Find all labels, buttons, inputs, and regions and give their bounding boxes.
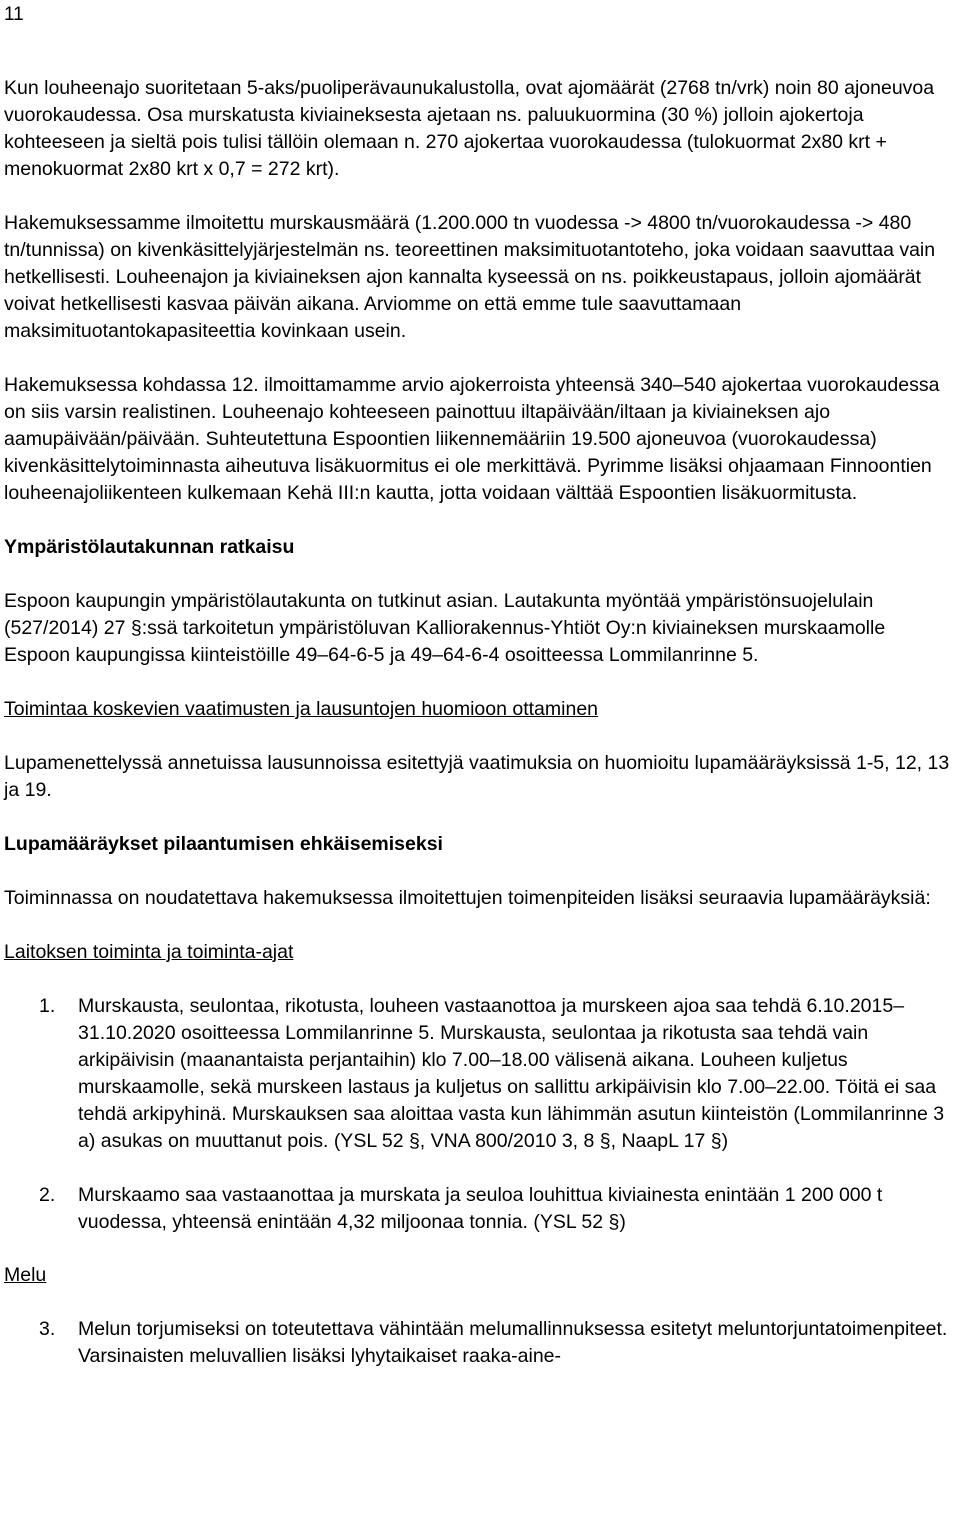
paragraph-murskausmaara: Hakemuksessamme ilmoitettu murskausmäärä (1.200.000 tn vuodessa -> 4800 tn/vuorokaudessa -> 480 tn/tunnissa) on kivenkäsittelyjärjestelmän ns. teoreettinen maksimituotantoteho, joka voidaan saavuttaa vain hetkellisesti. Louheenajon ja kiviaineksen ajon kannalta kyseessä on ns. poikkeustapaus, jolloin ajomäärät voivat hetkellisesti kasvaa päivän aikana. Arviomme on että emme tule saavuttamaan maksimituotantokapasiteettia kovinkaan usein.	[4, 212, 936, 342]
list-item-number: 1.	[39, 995, 56, 1017]
list-item	[4, 1182, 956, 1236]
list-item-text: Murskausta, seulontaa, rikotusta, louheen vastaanottoa ja murskeen ajoa saa tehdä 6.10.2015–31.10.2020 osoitteessa Lommilanrinne 5. Murskausta, seulontaa ja rikotusta saa tehdä vain arkipäivisin (maanantaista perjantaihin) klo 7.00–18.00 välisenä aikana. Louheen kuljetus murskaamolle, sekä murskeen lastaus ja kuljetus on sallittu arkipäivisin klo 7.00–22.00. Töitä ei saa tehdä arkipyhinä. Murskauksen saa aloittaa vasta kun lähimmän asutun kiinteistön (Lommilanrinne 3 a) asukas on muuttanut pois. (YSL 52 §, VNA 800/2010 3, 8 §, NaapL 17 §)	[78, 995, 945, 1152]
list-item	[4, 993, 956, 1155]
paragraph-louheenajo: Kun louheenajo suoritetaan 5-aks/puoliperävaunukalustolla, ovat ajomäärät (2768 tn/vrk) noin 80 ajoneuvoa vuorokaudessa. Osa murskatusta kiviaineksesta ajetaan ns. paluukuormina (30 %) jolloin ajokertoja kohteeseen ja sieltä pois tulisi tällöin olemaan n. 270 ajokertaa vuorokaudessa (tulokuormat 2x80 krt + menokuormat 2x80 krt x 0,7 = 272 krt).	[4, 77, 935, 180]
list-item	[4, 1316, 956, 1370]
paragraph-ratkaisu: Espoon kaupungin ympäristölautakunta on tutkinut asian. Lautakunta myöntää ympäristönsuojelulain (527/2014) 27 §:ssä tarkoitetun ympäristöluvan Kalliorakennus-Yhtiöt Oy:n kiviaineksen murskaamolle Espoon kaupungissa kiinteistöille 49–64-6-5 ja 49–64-6-4 osoitteessa Lommilanrinne 5.	[4, 590, 886, 666]
paragraph-lausunnot: Lupamenettelyssä annetuissa lausunnoissa esitettyjä vaatimuksia on huomioitu lupamääräyksissä 1-5, 12, 13 ja 19.	[4, 752, 950, 801]
heading-toiminta-ajat: Laitoksen toiminta ja toiminta-ajat	[4, 941, 294, 963]
heading-melu: Melu	[4, 1264, 47, 1286]
page-number: 11	[4, 4, 24, 25]
heading-ymparistolautakunnan-ratkaisu: Ympäristölautakunnan ratkaisu	[4, 536, 295, 558]
heading-vaatimusten-huomioon-ottaminen: Toimintaa koskevien vaatimusten ja lausuntojen huomioon ottaminen	[4, 698, 599, 720]
heading-lupamaaraykset: Lupamääräykset pilaantumisen ehkäisemiseksi	[4, 833, 443, 855]
document-body	[4, 75, 956, 1370]
list-item-number: 3.	[39, 1318, 56, 1340]
paragraph-ajokerrat: Hakemuksessa kohdassa 12. ilmoittamamme arvio ajokerroista yhteensä 340–540 ajokertaa vuorokaudessa on siis varsin realistinen. Louheenajo kohteeseen painottuu iltapäivään/iltaan ja kiviaineksen ajo aamupäivään/päivään. Suhteutettuna Espoontien liikennemääriin 19.500 ajoneuvoa (vuorokaudessa) kivenkäsittelytoiminnasta aiheutuva lisäkuormitus ei ole merkittävä. Pyrimme lisäksi ohjaamaan Finnoontien louheenajoliikenteen kulkemaan Kehä III:n kautta, jotta voidaan välttää Espoontien lisäkuormitusta.	[4, 374, 940, 504]
list-item-text: Melun torjumiseksi on toteutettava vähintään melumallinnuksessa esitetyt meluntorjuntatoimenpiteet. Varsinaisten meluvallien lisäksi lyhytaikaiset raaka-aine-	[78, 1318, 948, 1367]
paragraph-toiminnassa: Toiminnassa on noudatettava hakemuksessa ilmoitettujen toimenpiteiden lisäksi seuraavia lupamääräyksiä:	[4, 887, 931, 909]
list-item-number: 2.	[39, 1184, 56, 1206]
list-item-text: Murskaamo saa vastaanottaa ja murskata ja seuloa louhittua kiviainesta enintään 1 200 000 t vuodessa, yhteensä enintään 4,32 miljoonaa tonnia. (YSL 52 §)	[78, 1184, 883, 1233]
